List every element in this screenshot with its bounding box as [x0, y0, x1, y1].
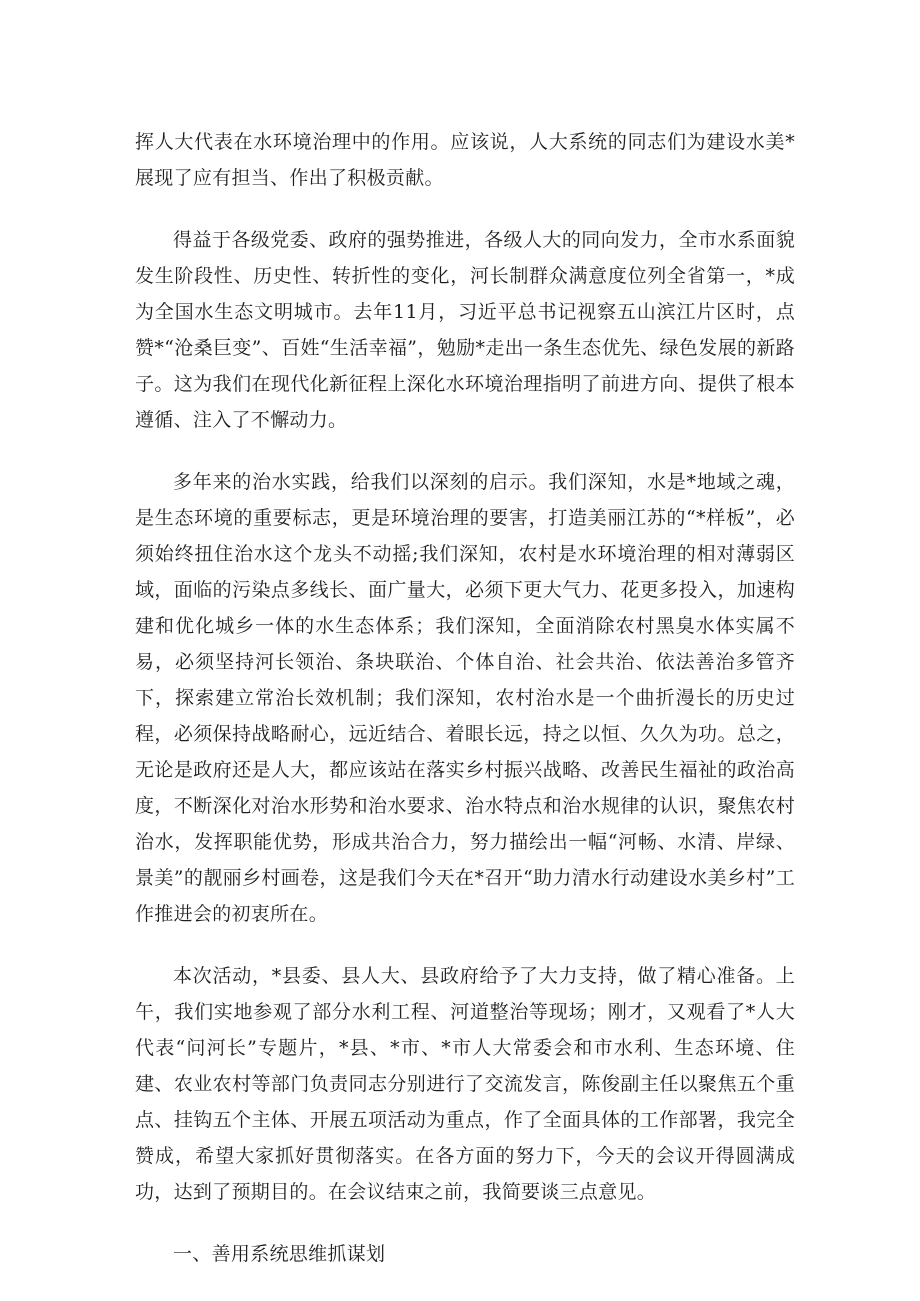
paragraph-3: 多年来的治水实践，给我们以深刻的启示。我们深知，水是*地域之魂，是生态环境的重要标志，更是环境治理的要害，打造美丽江苏的“*样板”，必须始终扭住治水这个龙头不动摇;我们深知，农村是水环境治理的相对薄弱区域，面临的污染点多线长、面广量大，必须下更大气力、花更多投入，加速构建和优化城乡一体的水生态体系；我们深知，全面消除农村黑臭水体实属不易，必须坚持河长领治、条块联治、个体自治、社会共治、依法善治多管齐下，探索建立常治长效机制；我们深知，农村治水是一个曲折漫长的历史过程，必须保持战略耐心，远近结合、着眼长远，持之以恒、久久为功。总之，无论是政府还是人大，都应该站在落实乡村振兴战略、改善民生福祉的政治高度，不断深化对治水形势和治水要求、治水特点和治水规律的认识，聚焦农村治水，发挥职能优势，形成共治合力，努力描绘出一幅“河畅、水清、岸绿、景美”的靓丽乡村画卷，这是我们今天在*召开“助力清水行动建设水美乡村”工作推进会的初衷所在。 [135, 471, 795, 925]
paragraph-1: 挥人大代表在水环境治理中的作用。应该说，人大系统的同志们为建设水美*展现了应有担当、作出了积极贡献。 [135, 131, 795, 189]
paragraph-4: 本次活动，*县委、县人大、县政府给予了大力支持，做了精心准备。上午，我们实地参观了部分水利工程、河道整治等现场；刚才，又观看了*人大代表“问河长”专题片，*县、*市、*市人大常委会和市水利、生态环境、住建、农业农村等部门负责同志分别进行了交流发言，陈俊副主任以聚焦五个重点、挂钩五个主体、开展五项活动为重点，作了全面具体的工作部署，我完全赞成，希望大家抓好贯彻落实。在各方面的努力下，今天的会议开得圆满成功，达到了预期目的。在会议结束之前，我简要谈三点意见。 [135, 965, 795, 1203]
document-body [135, 124, 795, 1272]
paragraph-2: 得益于各级党委、政府的强势推进，各级人大的同向发力，全市水系面貌发生阶段性、历史性、转折性的变化，河长制群众满意度位列全省第一，*成为全国水生态文明城市。去年11月，习近平总书记视察五山滨江片区时，点赞*“沧桑巨变”、百姓“生活幸福”，勉励*走出一条生态优先、绿色发展的新路子。这为我们在现代化新征程上深化水环境治理指明了前进方向、提供了根本遵循、注入了不懈动力。 [135, 229, 795, 431]
section-heading-1: 一、善用系统思维抓谋划 [173, 1243, 386, 1265]
